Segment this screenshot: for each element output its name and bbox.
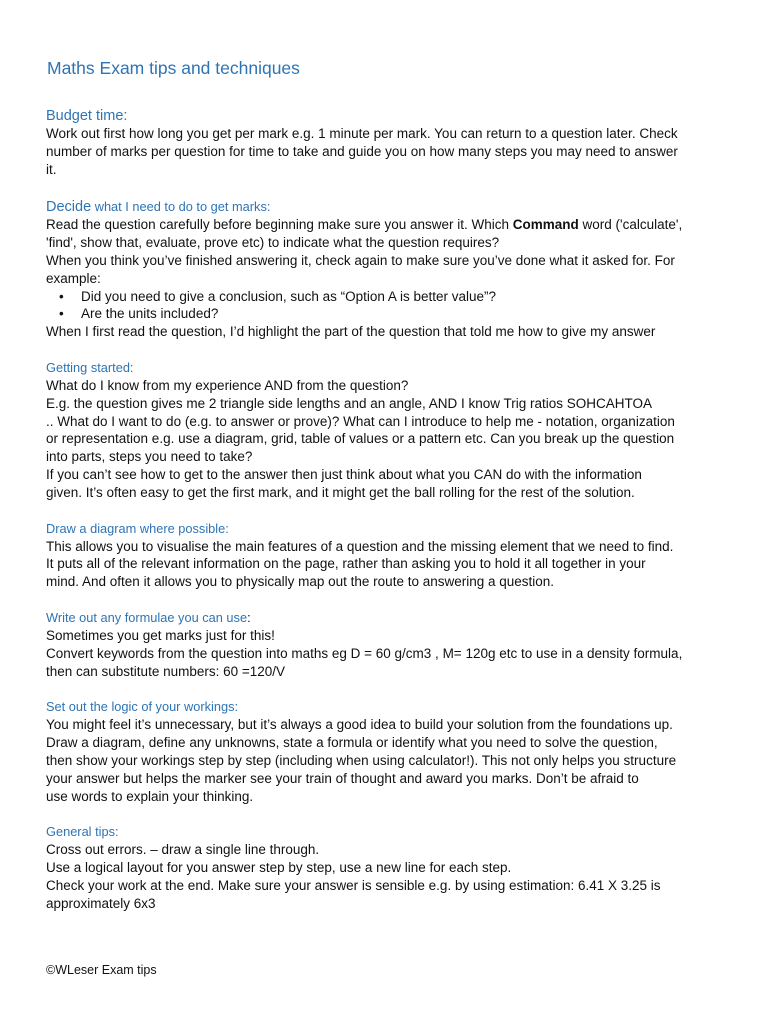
section-getting-started [46,359,722,502]
paragraph-line: Check your work at the end. Make sure your answer is sensible e.g. by using estimation: 6.41 X 3.25 is [46,877,661,893]
bold-term: Command [512,217,579,233]
text-run: word ('calculate', [578,217,683,233]
paragraph-line: then can substitute numbers: 60 =120/V [46,663,286,679]
paragraph-line: .. What do I want to do (e.g. to answer or prove)? What can I introduce to help me - notation, organization [46,413,675,429]
heading-colon: : [247,609,251,625]
section-heading [46,609,722,627]
section-budget-time [46,107,722,178]
paragraph-line: Draw a diagram, define any unknowns, state a formula or identify what you need to solve the question, [46,735,658,751]
paragraph-line: or representation e.g. use a diagram, grid, table of values or a pattern etc. Can you break up the question [46,431,675,447]
section-heading: Getting started: [46,359,134,375]
paragraph-line: then show your workings step by step (including when using calculator!). This not only helps you structure [46,752,677,768]
paragraph-line: example: [46,270,101,286]
heading-text: Write out any formulae you can use [46,609,248,625]
section-heading: Budget time: [46,108,128,124]
footer-copyright: ©WLeser Exam tips [46,963,157,977]
list-item-text: Did you need to give a conclusion, such as “Option A is better value”? [81,288,496,304]
paragraph-line: When you think you’ve finished answering it, check again to make sure you’ve done what it asked for. For [46,252,675,268]
paragraph-line: Sometimes you get marks just for this! [46,627,275,643]
paragraph-line: given. It’s often easy to get the first mark, and it might get the ball rolling for the rest of the solution. [46,484,635,500]
paragraph-line: If you can’t see how to get to the answer then just think about what you CAN do with the information [46,466,642,482]
section-logic [46,698,722,805]
paragraph-line: E.g. the question gives me 2 triangle side lengths and an angle, AND I know Trig ratios SOHCAHTOA [46,395,653,411]
bullet-list [46,288,722,324]
bullet-icon: • [59,306,64,322]
paragraph-line: When I first read the question, I’d highlight the part of the question that told me how to give my answer [46,324,656,340]
section-heading: Draw a diagram where possible: [46,520,229,536]
paragraph-line: mind. And often it allows you to physically map out the route to answering a question. [46,574,555,590]
paragraph-line: use words to explain your thinking. [46,788,254,804]
paragraph-line: You might feel it’s unnecessary, but it’s always a good idea to build your solution from the foundations up. [46,717,673,733]
section-decide [46,198,722,341]
paragraph-line: Convert keywords from the question into maths eg D = 60 g/cm3 , M= 120g etc to use in a density formula, [46,645,683,661]
paragraph-line: Use a logical layout for you answer step by step, use a new line for each step. [46,860,512,876]
section-heading: General tips: [46,824,119,840]
paragraph-line: 'find', show that, evaluate, prove etc) to indicate what the question requires? [46,235,500,251]
text-run: Read the question carefully before beginning make sure you answer it. Which [46,217,513,233]
paragraph-line: your answer but helps the marker see your train of thought and award you marks. Don’t be afraid to [46,770,639,786]
heading-part: Decide [46,199,92,216]
section-general-tips [46,823,722,912]
list-item-text: Are the units included? [81,306,219,322]
section-heading [46,198,722,216]
paragraph-line: it. [46,161,57,177]
paragraph-line [46,216,722,234]
paragraph-line: number of marks per question for time to take and guide you on how many steps you may need to answer [46,143,678,159]
section-formulae [46,609,722,680]
paragraph-line: approximately 6x3 [46,895,156,911]
paragraph-line: This allows you to visualise the main features of a question and the missing element that we need to find. [46,538,674,554]
section-draw-diagram [46,520,722,591]
list-item [59,288,722,306]
list-item [59,305,722,323]
section-heading: Set out the logic of your workings: [46,699,239,715]
page-title: Maths Exam tips and techniques [47,58,300,78]
paragraph-line: It puts all of the relevant information on the page, rather than asking you to hold it all together in your [46,556,646,572]
bullet-icon: • [59,288,64,304]
paragraph-line: into parts, steps you need to take? [46,449,253,465]
paragraph-line: Work out first how long you get per mark e.g. 1 minute per mark. You can return to a question later. Check [46,126,678,141]
paragraph-line: Cross out errors. – draw a single line through. [46,842,320,858]
heading-part: what I need to do to get marks: [91,199,271,215]
paragraph-line: What do I know from my experience AND from the question? [46,377,409,393]
